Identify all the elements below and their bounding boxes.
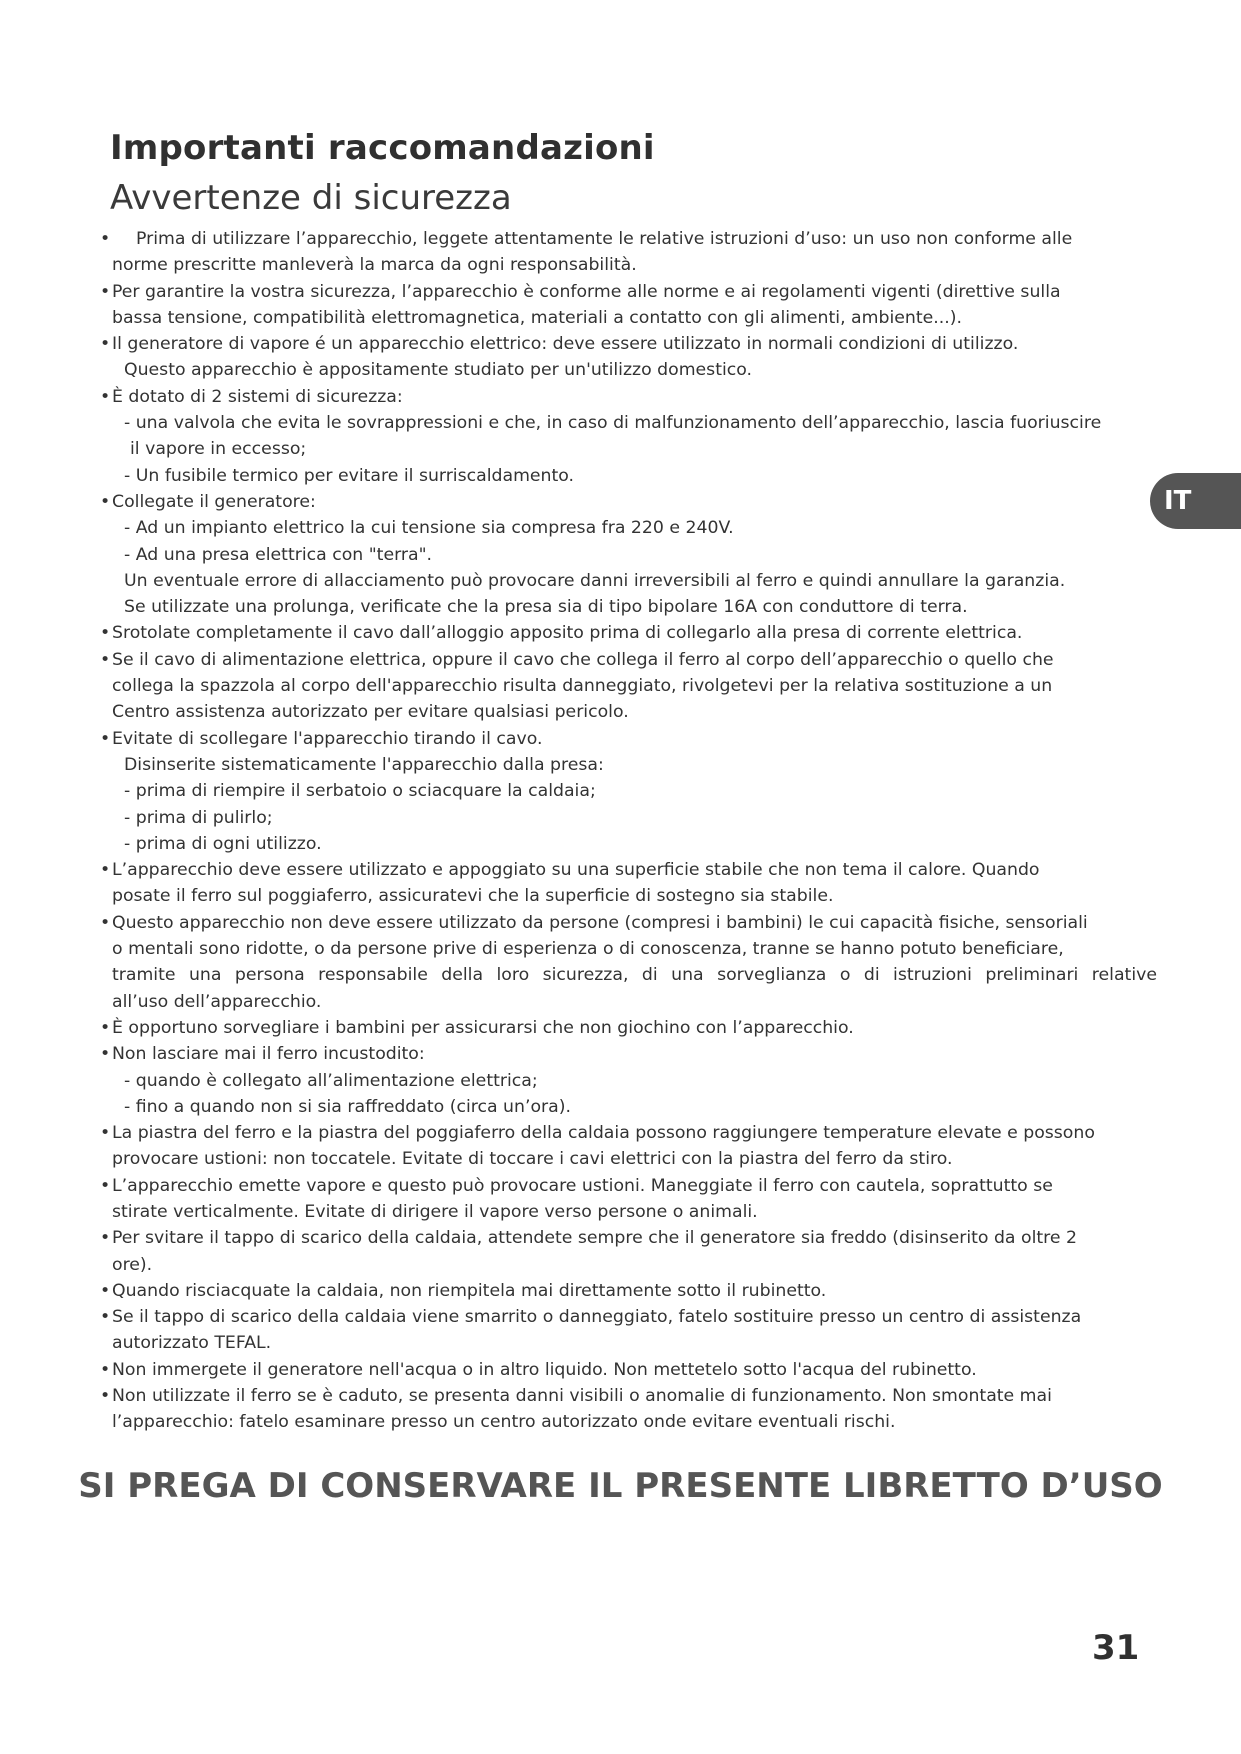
warning-line: • Non lasciare mai il ferro incustodito: (112, 1041, 1157, 1067)
safety-warnings (112, 226, 1157, 1436)
warning-line: provocare ustioni: non toccatele. Evitate di toccare i cavi elettrici con la piastra del ferro da stiro. (112, 1149, 953, 1170)
warning-line: Disinserite sistematicamente l'apparecchio dalla presa: (124, 754, 604, 775)
warning-line: • Collegate il generatore: (112, 489, 1157, 515)
language-tab-label: IT (1164, 486, 1192, 516)
warning-line: ore). (112, 1254, 153, 1275)
warning-line: • Questo apparecchio non deve essere utilizzato da persone (compresi i bambini) le cui capacità fisiche, sensoriali (112, 910, 1157, 936)
warning-line: all’uso dell’apparecchio. (112, 991, 322, 1012)
warning-line: autorizzato TEFAL. (112, 1333, 272, 1354)
warning-line: • Evitate di scollegare l'apparecchio tirando il cavo. (112, 726, 1157, 752)
warning-line: - fino a quando non si sia raffreddato (circa un’ora). (124, 1096, 571, 1117)
warning-line: - Ad un impianto elettrico la cui tensione sia compresa fra 220 e 240V. (124, 518, 734, 539)
warning-line: posate il ferro sul poggiaferro, assicuratevi che la superficie di sostegno sia stabile. (112, 886, 834, 907)
warning-line: Centro assistenza autorizzato per evitare qualsiasi pericolo. (112, 702, 629, 723)
page-title: Importanti raccomandazioni (110, 128, 655, 168)
warning-line: il vapore in eccesso; (130, 439, 307, 460)
warning-line: • L’apparecchio deve essere utilizzato e appoggiato su una superficie stabile che non tema il calore. Quando (112, 857, 1157, 883)
warning-line: - prima di riempire il serbatoio o sciacquare la caldaia; (124, 781, 596, 802)
warning-line: o mentali sono ridotte, o da persone prive di esperienza o di conoscenza, tranne se hanno potuto beneficiare, (112, 939, 1064, 960)
warning-line: • Prima di utilizzare l’apparecchio, leggete attentamente le relative istruzioni d’uso: un uso non conforme alle (112, 226, 1157, 252)
warning-line: • Srotolate completamente il cavo dall’alloggio apposito prima di collegarlo alla presa di corrente elettrica. (112, 620, 1157, 646)
warning-line: • Se il tappo di scarico della caldaia viene smarrito o danneggiato, fatelo sostituire presso un centro di assistenza (112, 1304, 1157, 1330)
warning-line: • Per svitare il tappo di scarico della caldaia, attendete sempre che il generatore sia freddo (disinserito da oltre 2 (112, 1225, 1157, 1251)
warning-line: Questo apparecchio è appositamente studiato per un'utilizzo domestico. (124, 360, 753, 381)
warning-line: Se utilizzate una prolunga, verificate che la presa sia di tipo bipolare 16A con conduttore di terra. (124, 597, 968, 618)
warning-line: bassa tensione, compatibilità elettromagnetica, materiali a contatto con gli alimenti, ambiente...). (112, 307, 962, 328)
warning-line: • Quando risciacquate la caldaia, non riempitela mai direttamente sotto il rubinetto. (112, 1278, 1157, 1304)
warning-line: - prima di pulirlo; (124, 807, 273, 828)
warning-line: • Il generatore di vapore é un apparecchio elettrico: deve essere utilizzato in normali condizioni di utilizzo. (112, 331, 1157, 357)
warning-line: tramite una persona responsabile della loro sicurezza, di una sorveglianza o di istruzioni preliminari relative (112, 965, 1157, 986)
warning-line: norme prescritte manleverà la marca da ogni responsabilità. (112, 255, 637, 276)
warning-line: • Se il cavo di alimentazione elettrica, oppure il cavo che collega il ferro al corpo dell’apparecchio o quello che (112, 647, 1157, 673)
section-subtitle: Avvertenze di sicurezza (110, 178, 512, 218)
warning-line: - prima di ogni utilizzo. (124, 833, 322, 854)
language-tab (1150, 473, 1241, 529)
warning-line: - Un fusibile termico per evitare il surriscaldamento. (124, 465, 575, 486)
warning-line: Un eventuale errore di allacciamento può provocare danni irreversibili al ferro e quindi annullare la garanzia. (124, 570, 1066, 591)
warning-line: • Non immergete il generatore nell'acqua o in altro liquido. Non mettetelo sotto l'acqua del rubinetto. (112, 1357, 1157, 1383)
warning-line: stirate verticalmente. Evitate di dirigere il vapore verso persone o animali. (112, 1201, 758, 1222)
warning-line: - Ad una presa elettrica con "terra". (124, 544, 433, 565)
page-number: 31 (1092, 1628, 1140, 1668)
warning-line: • La piastra del ferro e la piastra del poggiaferro della caldaia possono raggiungere temperature elevate e possono (112, 1120, 1157, 1146)
warning-line: • È dotato di 2 sistemi di sicurezza: (112, 384, 1157, 410)
warning-line: • Per garantire la vostra sicurezza, l’apparecchio è conforme alle norme e ai regolamenti vigenti (direttive sulla (112, 279, 1157, 305)
warning-line: • L’apparecchio emette vapore e questo può provocare ustioni. Maneggiate il ferro con cautela, soprattutto se (112, 1173, 1157, 1199)
warning-line: collega la spazzola al corpo dell'apparecchio risulta danneggiato, rivolgetevi per la relativa sostituzione a un (112, 676, 1053, 697)
keep-manual-notice: SI PREGA DI CONSERVARE IL PRESENTE LIBRETTO D’USO (78, 1466, 1163, 1506)
warning-line: • Non utilizzate il ferro se è caduto, se presenta danni visibili o anomalie di funzionamento. Non smontate mai (112, 1383, 1157, 1409)
warning-line: - quando è collegato all’alimentazione elettrica; (124, 1070, 538, 1091)
warning-line: • È opportuno sorvegliare i bambini per assicurarsi che non giochino con l’apparecchio. (112, 1015, 1157, 1041)
warning-line: l’apparecchio: fatelo esaminare presso un centro autorizzato onde evitare eventuali rischi. (112, 1412, 896, 1433)
warning-line: - una valvola che evita le sovrappressioni e che, in caso di malfunzionamento dell’apparecchio, lascia fuoriuscire (124, 413, 1102, 434)
